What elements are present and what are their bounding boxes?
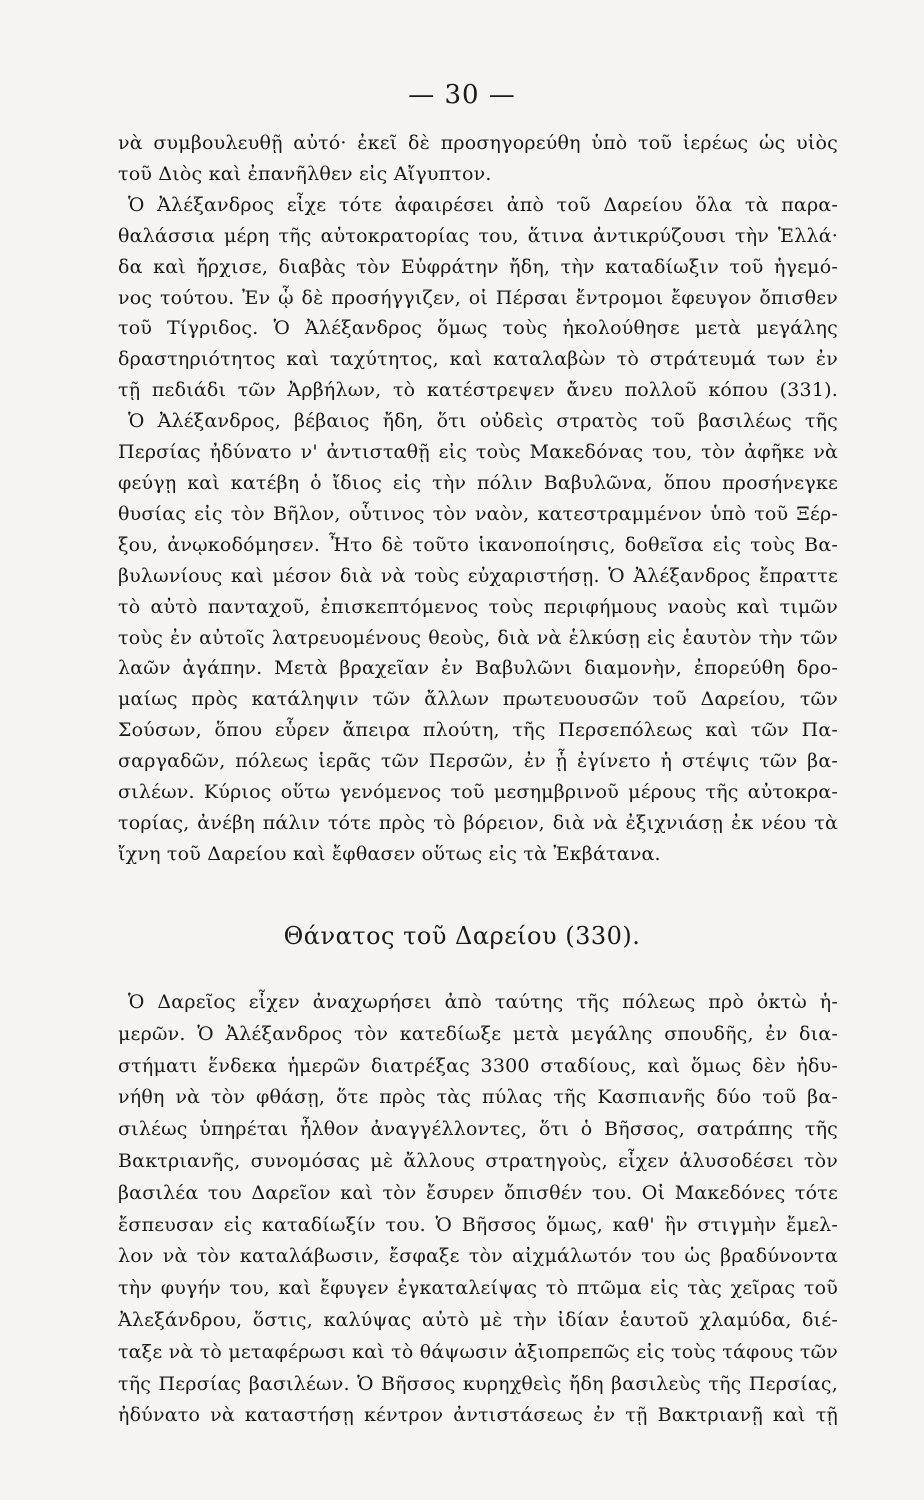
text-line: Ὁ Δαρεῖος εἶχεν ἀναχωρήσει ἀπὸ ταύτης τῆς πόλεως πρὸ ὀκτὼ ἡ-	[128, 991, 838, 1013]
text-line: λαῶν ἀγάπην. Μετὰ βραχεῖαν ἐν Βαβυλῶνι διαμονὴν, ἐπορεύθη δρο-	[118, 657, 838, 680]
text-line: σιλέων. Κύριος οὕτω γενόμενος τοῦ μεσημβρινοῦ μέρους τῆς αὐτοκρα-	[118, 781, 838, 804]
text-line: Βακτριανῆς, συνομόσας μὲ ἄλλους στρατηγοὺς, εἶχεν ἁλυσοδέσει τὸν	[118, 1149, 838, 1172]
text-line: νήθη νὰ τὸν φθάσῃ, ὅτε πρὸς τὰς πύλας τῆς Κασπιανῆς δύο τοῦ βα-	[118, 1086, 838, 1109]
text-line: βασιλέα του Δαρεῖον καὶ τὸν ἔσυρεν ὄπισθέν του. Οἱ Μακεδόνες τότε	[118, 1181, 838, 1204]
text-line: Περσίας ἠδύνατο ν' ἀντισταθῇ εἰς τοὺς Μακεδόνας του, τὸν ἀφῆκε νὰ	[118, 441, 838, 464]
text-line: τορίας, ἀνέβη πάλιν τότε πρὸς τὸ βόρειον, διὰ νὰ ἐξιχνιάσῃ ἐκ νέου τὰ	[118, 811, 838, 834]
text-line: νὰ συμβουλευθῇ αὐτό· ἐκεῖ δὲ προσηγορεύθη ὑπὸ τοῦ ἱερέως ὡς υἱὸς	[118, 132, 838, 154]
text-line: βυλωνίους καὶ μέσον διὰ νὰ τοὺς εὐχαριστήσῃ. Ὁ Ἀλέξανδρος ἔπραττε	[118, 564, 838, 587]
text-line: Σούσων, ὅπου εὗρεν ἄπειρα πλούτη, τῆς Περσεπόλεως καὶ τῶν Πα-	[118, 719, 838, 742]
text-line: Ὁ Ἀλέξανδρος εἶχε τότε ἀφαιρέσει ἀπὸ τοῦ Δαρείου ὅλα τὰ παρα-	[128, 193, 838, 216]
text-line: ἴχνη τοῦ Δαρείου καὶ ἔφθασεν οὕτως εἰς τὰ Ἐκβάτανα.	[118, 842, 661, 865]
body-text-bottom	[118, 987, 838, 1432]
text-line: ταξε νὰ τὸ μεταφέρωσι καὶ τὸ θάψωσιν ἀξιοπρεπῶς εἰς τοὺς τάφους τῶν	[118, 1340, 838, 1363]
text-line: λον νὰ τὸν καταλάβωσιν, ἔσφαξε τὸν αἰχμάλωτόν του ὡς βραδύνοντα	[118, 1245, 838, 1268]
text-line: μερῶν. Ὁ Ἀλέξανδρος τὸν κατεδίωξε μετὰ μεγάλης σπουδῆς, ἐν δια-	[118, 1022, 838, 1045]
text-line: τοὺς ἐν αὐτοῖς λατρευομένους θεοὺς, διὰ νὰ ἑλκύσῃ εἰς ἑαυτὸν τὴν τῶν	[118, 626, 838, 649]
text-line: τοῦ Τίγριδος. Ὁ Ἀλέξανδρος ὅμως τοὺς ἠκολούθησε μετὰ μεγάλης	[118, 317, 838, 340]
text-line: στήματι ἕνδεκα ἡμερῶν διατρέξας 3300 σταδίους, καὶ ὅμως δὲν ἠδυ-	[118, 1054, 838, 1077]
page-number: — 30 —	[408, 80, 516, 110]
text-line: θυσίας εἰς τὸν Βῆλον, οὗτινος τὸν ναὸν, κατεστραμμένον ὑπὸ τοῦ Ξέρ-	[118, 502, 838, 525]
text-line: δραστηριότητος καὶ ταχύτητος, καὶ καταλαβὼν τὸ στράτευμά των ἐν	[118, 348, 838, 371]
text-line: τοῦ Διὸς καὶ ἐπανῆλθεν εἰς Αἴγυπτον.	[118, 162, 492, 185]
text-line: δα καὶ ἤρχισε, διαβὰς τὸν Εὐφράτην ἤδη, τὴν καταδίωξιν τοῦ ἡγεμό-	[118, 255, 838, 278]
text-line: ἔσπευσαν εἰς καταδίωξίν του. Ὁ Βῆσσος ὅμως, καθ' ἣν στιγμὴν ἔμελ-	[118, 1213, 838, 1236]
text-line: τῇ πεδιάδι τῶν Ἀρβήλων, τὸ κατέστρεψεν ἄνευ πολλοῦ κόπου (331).	[118, 379, 838, 402]
text-line: φεύγῃ καὶ κατέβη ὁ ἴδιος εἰς τὴν πόλιν Βαβυλῶνα, ὅπου προσήνεγκε	[118, 471, 838, 494]
section-heading: Θάνατος τοῦ Δαρείου (330).	[283, 922, 641, 950]
body-text-top	[118, 128, 838, 870]
text-line: θαλάσσια μέρη τῆς αὐτοκρατορίας του, ἅτινα ἀντικρύζουσι τὴν Ἑλλά·	[118, 224, 838, 247]
text-line: μαίως πρὸς κατάληψιν τῶν ἄλλων πρωτευουσῶν τοῦ Δαρείου, τῶν	[118, 688, 838, 711]
text-line: Ἀλεξάνδρου, ὅστις, καλύψας αὐτὸ μὲ τὴν ἰδίαν ἑαυτοῦ χλαμύδα, διέ-	[118, 1308, 838, 1331]
text-line: τὴν φυγήν του, καὶ ἔφυγεν ἐγκαταλείψας τὸ πτῶμα εἰς τὰς χεῖρας τοῦ	[118, 1277, 838, 1300]
text-line: νος τούτου. Ἐν ᾧ δὲ προσήγγιζεν, οἱ Πέρσαι ἔντρομοι ἔφευγον ὄπισθεν	[118, 286, 838, 309]
text-line: ξου, ἀνῳκοδόμησεν. Ἦτο δὲ τοῦτο ἱκανοποίησις, δοθεῖσα εἰς τοὺς Βα-	[118, 533, 838, 556]
text-line: τῆς Περσίας βασιλέων. Ὁ Βῆσσος κυρηχθεὶς ἤδη βασιλεὺς τῆς Περσίας,	[118, 1372, 838, 1395]
text-line: σιλέως ὑπηρέται ἦλθον ἀναγγέλλοντες, ὅτι ὁ Βῆσσος, σατράπης τῆς	[118, 1118, 838, 1141]
text-line: ἠδύνατο νὰ καταστήσῃ κέντρον ἀντιστάσεως ἐν τῇ Βακτριανῇ καὶ τῇ	[118, 1404, 838, 1427]
text-line: τὸ αὐτὸ πανταχοῦ, ἐπισκεπτόμενος τοὺς περιφήμους ναοὺς καὶ τιμῶν	[118, 595, 838, 618]
text-line: Ὁ Ἀλέξανδρος, βέβαιος ἤδη, ὅτι οὐδεὶς στρατὸς τοῦ βασιλέως τῆς	[128, 410, 838, 433]
text-line: σαργαδῶν, πόλεως ἱερᾶς τῶν Περσῶν, ἐν ᾗ ἐγίνετο ἡ στέψις τῶν βα-	[118, 750, 838, 773]
